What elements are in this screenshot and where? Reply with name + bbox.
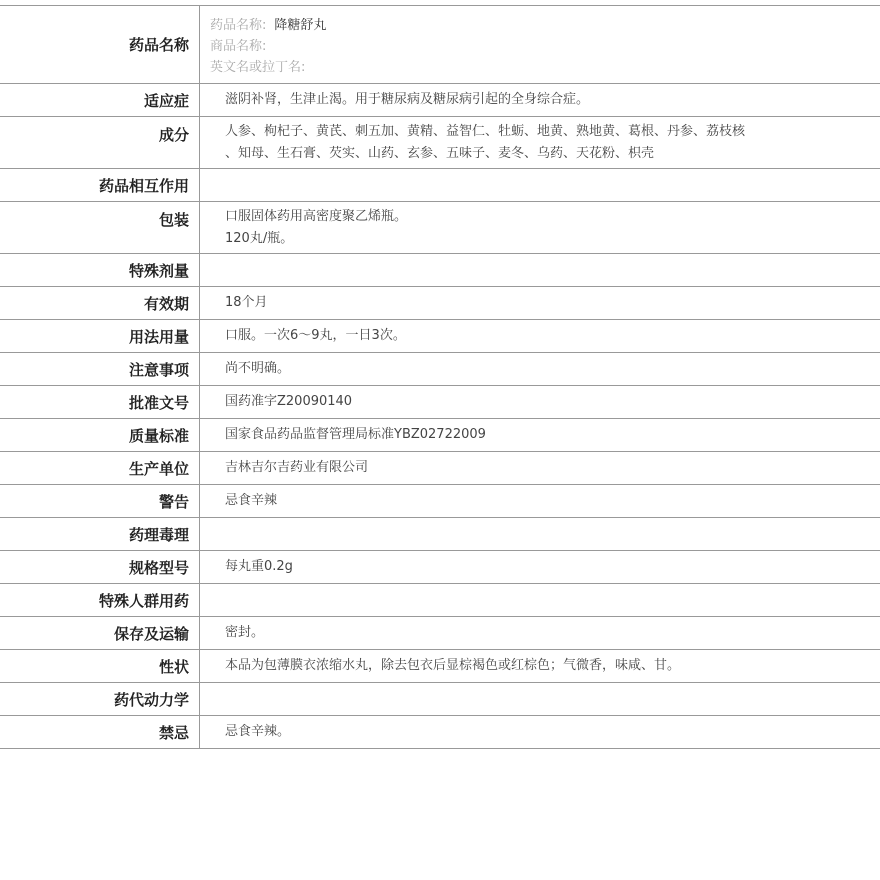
row-label: 用法用量 bbox=[0, 320, 200, 352]
row-label: 有效期 bbox=[0, 287, 200, 319]
warning-value: 忌食辛辣 bbox=[225, 493, 278, 508]
trade-name-line bbox=[210, 36, 870, 57]
drug-info-table bbox=[0, 5, 880, 749]
contraindications-row bbox=[0, 716, 880, 749]
special-population-row bbox=[0, 584, 880, 617]
row-label: 包装 bbox=[0, 202, 200, 253]
english-name-prefix: 英文名或拉丁名: bbox=[210, 60, 306, 75]
row-label: 批准文号 bbox=[0, 386, 200, 418]
row-label: 性状 bbox=[0, 650, 200, 682]
row-label: 成分 bbox=[0, 117, 200, 168]
drug-name-cell bbox=[200, 6, 880, 83]
row-label: 药理毒理 bbox=[0, 518, 200, 550]
ingredients-line-1: 人参、枸杞子、黄芪、刺五加、黄精、益智仁、牡蛎、地黄、熟地黄、葛根、丹参、荔枝核 bbox=[225, 124, 746, 139]
packaging-cell bbox=[200, 202, 880, 253]
row-label: 保存及运输 bbox=[0, 617, 200, 649]
row-label: 特殊人群用药 bbox=[0, 584, 200, 616]
indication-value: 滋阴补肾，生津止渴。用于糖尿病及糖尿病引起的全身综合症。 bbox=[225, 92, 590, 107]
approval-row bbox=[0, 386, 880, 419]
manufacturer-row bbox=[0, 452, 880, 485]
standard-value: 国家食品药品监督管理局标准YBZ02722009 bbox=[225, 427, 486, 442]
specification-value: 每丸重0.2g bbox=[225, 559, 293, 574]
row-label: 质量标准 bbox=[0, 419, 200, 451]
contraindications-value: 忌食辛辣。 bbox=[225, 724, 291, 739]
usage-row bbox=[0, 320, 880, 353]
special-dosage-row bbox=[0, 254, 880, 287]
row-label: 警告 bbox=[0, 485, 200, 517]
packaging-line-1: 口服固体药用高密度聚乙烯瓶。 bbox=[225, 209, 408, 224]
row-label: 特殊剂量 bbox=[0, 254, 200, 286]
shelf-life-row bbox=[0, 287, 880, 320]
storage-value: 密封。 bbox=[225, 625, 265, 640]
row-label: 适应症 bbox=[0, 84, 200, 116]
standard-row bbox=[0, 419, 880, 452]
pharmacokinetics-value bbox=[200, 683, 880, 715]
precautions-row bbox=[0, 353, 880, 386]
row-label: 药品相互作用 bbox=[0, 169, 200, 201]
ingredients-row bbox=[0, 117, 880, 169]
english-name-line bbox=[210, 57, 870, 78]
packaging-row bbox=[0, 202, 880, 254]
pharmacokinetics-row bbox=[0, 683, 880, 716]
usage-value: 口服。一次6～9丸，一日3次。 bbox=[225, 328, 406, 343]
interactions-row bbox=[0, 169, 880, 202]
specification-row bbox=[0, 551, 880, 584]
description-row bbox=[0, 650, 880, 683]
storage-row bbox=[0, 617, 880, 650]
pharmacology-row bbox=[0, 518, 880, 551]
shelf-life-value: 18个月 bbox=[225, 295, 268, 310]
drug-name-value: 降糖舒丸 bbox=[274, 18, 327, 33]
ingredients-cell bbox=[200, 117, 880, 168]
indication-row bbox=[0, 84, 880, 117]
description-value: 本品为包薄膜衣浓缩水丸，除去包衣后显棕褐色或红棕色；气微香，味咸、甘。 bbox=[225, 658, 681, 673]
pharmacology-value bbox=[200, 518, 880, 550]
ingredients-line-2: 、知母、生石膏、芡实、山药、玄参、五味子、麦冬、乌药、天花粉、枳壳 bbox=[225, 146, 655, 161]
row-label: 药品名称 bbox=[0, 6, 200, 83]
row-label: 注意事项 bbox=[0, 353, 200, 385]
special-dosage-value bbox=[200, 254, 880, 286]
warning-row bbox=[0, 485, 880, 518]
drug-name-line bbox=[210, 15, 870, 36]
manufacturer-value: 吉林吉尔吉药业有限公司 bbox=[225, 460, 369, 475]
row-label: 禁忌 bbox=[0, 716, 200, 748]
packaging-line-2: 120丸/瓶。 bbox=[225, 231, 294, 246]
special-population-value bbox=[200, 584, 880, 616]
precautions-value: 尚不明确。 bbox=[225, 361, 291, 376]
drug-name-prefix: 药品名称: bbox=[210, 18, 267, 33]
row-label: 规格型号 bbox=[0, 551, 200, 583]
approval-value: 国药准字Z20090140 bbox=[225, 394, 353, 409]
row-label: 药代动力学 bbox=[0, 683, 200, 715]
row-label: 生产单位 bbox=[0, 452, 200, 484]
trade-name-prefix: 商品名称: bbox=[210, 39, 267, 54]
interactions-value bbox=[200, 169, 880, 201]
drug-name-row bbox=[0, 6, 880, 84]
